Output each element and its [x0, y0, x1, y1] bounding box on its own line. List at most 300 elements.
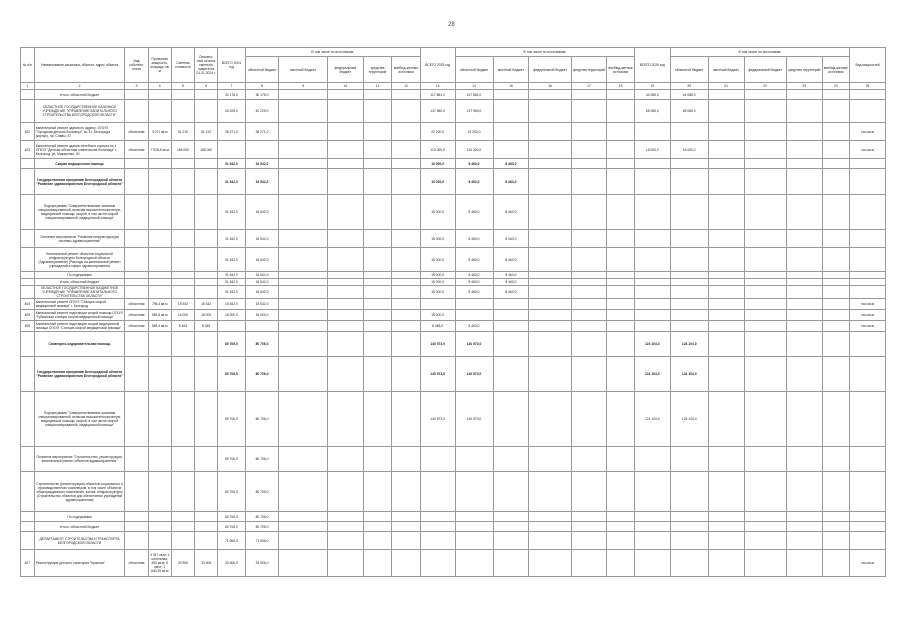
amount-cell — [392, 299, 421, 310]
amount-cell — [279, 357, 328, 392]
amount-cell: 80 706,0 — [245, 447, 279, 472]
amount-cell — [708, 141, 744, 159]
amount-cell — [392, 550, 421, 577]
column-number: 3 — [125, 83, 148, 90]
object-row — [21, 550, 886, 577]
amount-cell — [493, 299, 529, 310]
amount-cell — [420, 532, 455, 550]
work-type — [850, 357, 886, 392]
amount-cell: 16 000,0 — [245, 310, 279, 321]
amount-cell — [744, 100, 786, 123]
amount-cell — [392, 286, 421, 299]
object-attr-own — [125, 472, 148, 512]
amount-cell — [822, 532, 849, 550]
object-attr-own — [125, 195, 148, 230]
object-attr-rem: 15 542 — [195, 299, 218, 310]
amount-cell: 80 706,0 — [218, 447, 245, 472]
amount-cell — [786, 392, 822, 447]
amount-cell — [571, 522, 607, 532]
row-number — [21, 230, 35, 248]
amount-cell — [392, 310, 421, 321]
amount-cell — [634, 195, 670, 230]
amount-cell: 8 463,0 — [455, 279, 493, 286]
amount-cell — [607, 286, 634, 299]
row-number — [21, 447, 35, 472]
column-number: 22 — [744, 83, 786, 90]
amount-cell — [218, 321, 245, 332]
amount-cell — [744, 123, 786, 141]
amount-cell — [708, 123, 744, 141]
object-attr-cap — [148, 159, 171, 169]
amount-cell — [634, 532, 670, 550]
object-attr-cost: 16 000 — [171, 310, 194, 321]
amount-cell — [708, 195, 744, 230]
amount-cell — [607, 299, 634, 310]
amount-cell — [279, 169, 328, 195]
object-row — [21, 123, 886, 141]
hdr-regional: областной бюджет — [670, 57, 708, 83]
amount-cell — [670, 195, 708, 230]
column-number: 12 — [392, 83, 421, 90]
amount-cell — [327, 392, 363, 447]
amount-cell — [822, 392, 849, 447]
section-row — [21, 159, 886, 169]
object-name: Строительство (реконструкция) объектов социального и производственного комплексов, в том числе объектов общегражданского назначения, жилья, инфраструктуры (Строительство объектов для обеспечения учреждений здравоохранения) — [34, 472, 125, 512]
amount-cell — [607, 357, 634, 392]
amount-cell — [744, 141, 786, 159]
object-name: Скорая медицинская помощь — [34, 159, 125, 169]
amount-cell: 124 104,0 — [634, 357, 670, 392]
hdr-sources-2026: В том числе по источникам: — [670, 48, 849, 57]
object-name: Капитальный ремонт подстанции скорой медицинской помощи ОГБУЗ "Станция скорой медицинской помощи" — [34, 321, 125, 332]
amount-cell — [634, 230, 670, 248]
amount-cell — [670, 286, 708, 299]
amount-cell — [744, 195, 786, 230]
amount-cell — [392, 447, 421, 472]
hdr-total-2024: ВСЕГО 2024 год — [218, 48, 245, 83]
row-number — [21, 286, 35, 299]
amount-cell — [786, 141, 822, 159]
amount-cell — [363, 141, 391, 159]
hdr-row-no: № п/п — [21, 48, 35, 83]
amount-cell — [670, 321, 708, 332]
amount-cell: 15 000,0 — [420, 272, 455, 279]
amount-cell: 38 271,0 — [245, 123, 279, 141]
amount-cell — [493, 447, 529, 472]
row-number — [21, 532, 35, 550]
object-row — [21, 141, 886, 159]
amount-cell: 16 542,0 — [245, 286, 279, 299]
amount-cell — [670, 310, 708, 321]
object-attr-cost — [171, 332, 194, 357]
amount-cell — [392, 90, 421, 100]
hdr-local: местный бюджет — [708, 57, 744, 83]
object-attr-cost — [171, 248, 194, 272]
object-attr-rem: 8 463 — [195, 321, 218, 332]
amount-cell — [363, 279, 391, 286]
amount-cell — [786, 195, 822, 230]
amount-cell: 8 463,0 — [455, 321, 493, 332]
amount-cell: 44 085,0 — [634, 90, 670, 100]
amount-cell — [529, 141, 571, 159]
object-attr-cost — [171, 357, 194, 392]
amount-cell — [455, 472, 493, 512]
object-attr-cap: 3 071 кв.м — [148, 123, 171, 141]
object-attr-cost — [171, 100, 194, 123]
column-number: 9 — [279, 83, 328, 90]
amount-cell — [279, 512, 328, 522]
amount-cell — [708, 299, 744, 310]
object-attr-cap: 584,8 кв.м — [148, 310, 171, 321]
amount-cell — [571, 195, 607, 230]
work-type: тыс.кв.м — [850, 321, 886, 332]
amount-cell — [744, 447, 786, 472]
work-type — [850, 332, 886, 357]
amount-cell: 30 176,0 — [218, 90, 245, 100]
amount-cell: 80 706,0 — [218, 332, 245, 357]
amount-cell — [786, 279, 822, 286]
row-number — [21, 195, 35, 230]
column-numbering-row — [21, 83, 886, 90]
amount-cell: 140 573,0 — [455, 392, 493, 447]
amount-cell — [493, 512, 529, 522]
object-attr-own: областная — [125, 299, 148, 310]
object-attr-rem — [195, 169, 218, 195]
amount-cell: 80 706,0 — [245, 522, 279, 532]
amount-cell — [634, 272, 670, 279]
object-name: ОБЛАСТНОЕ ГОСУДАРСТВЕННОЕ КАЗЕННОЕ УЧРЕЖДЕНИЕ "УПРАВЛЕНИЕ КАПИТАЛЬНОГО СТРОИТЕЛЬСТВА БЕЛГОРОДСКОЙ ОБЛАСТИ" — [34, 100, 125, 123]
amount-cell — [529, 299, 571, 310]
work-type: тыс.кв.м — [850, 550, 886, 577]
amount-cell — [245, 141, 279, 159]
column-number: 8 — [245, 83, 279, 90]
amount-cell — [786, 272, 822, 279]
object-attr-cap — [148, 100, 171, 123]
amount-cell — [670, 299, 708, 310]
amount-cell: 31 542,0 — [218, 248, 245, 272]
amount-cell — [392, 195, 421, 230]
amount-cell: 110 000,0 — [420, 141, 455, 159]
amount-cell — [529, 472, 571, 512]
amount-cell — [634, 123, 670, 141]
amount-cell — [363, 195, 391, 230]
amount-cell — [571, 299, 607, 310]
amount-cell — [786, 532, 822, 550]
amount-cell: 33 906,0 — [245, 550, 279, 577]
row-number — [21, 279, 35, 286]
amount-cell: 80 706,0 — [245, 332, 279, 357]
work-type — [850, 169, 886, 195]
object-name: Государственная программа Белгородской области "Развитие здравоохранения Белгородской области" — [34, 169, 125, 195]
amount-cell — [529, 447, 571, 472]
amount-cell — [327, 230, 363, 248]
amount-cell: 137 960,0 — [420, 100, 455, 123]
column-number: 24 — [822, 83, 849, 90]
amount-cell: 124 104,0 — [670, 357, 708, 392]
amount-cell — [279, 472, 328, 512]
hdr-sources-2024: В том числе по источникам: — [245, 48, 420, 57]
object-attr-own — [125, 159, 148, 169]
object-attr-rem — [195, 272, 218, 279]
amount-cell — [455, 447, 493, 472]
amount-cell — [571, 321, 607, 332]
object-attr-rem — [195, 532, 218, 550]
amount-cell — [786, 90, 822, 100]
amount-cell — [822, 472, 849, 512]
column-number: 1 — [21, 83, 35, 90]
amount-cell — [529, 248, 571, 272]
amount-cell — [392, 141, 421, 159]
object-attr-cap: 796,4 кв.м — [148, 299, 171, 310]
amount-cell — [822, 141, 849, 159]
work-type — [850, 472, 886, 512]
column-number: 5 — [171, 83, 194, 90]
work-type: тыс.кв.м — [850, 310, 886, 321]
amount-cell — [363, 532, 391, 550]
amount-cell: 16 000,0 — [634, 141, 670, 159]
amount-cell — [529, 169, 571, 195]
object-attr-cost — [171, 392, 194, 447]
amount-cell — [279, 299, 328, 310]
object-attr-cap — [148, 522, 171, 532]
amount-cell — [493, 522, 529, 532]
hdr-extra: внебюд-жетные источники — [822, 57, 849, 83]
amount-cell — [744, 357, 786, 392]
object-attr-cap — [148, 169, 171, 195]
amount-cell: 8 463,0 — [455, 230, 493, 248]
amount-cell — [279, 321, 328, 332]
section-row — [21, 248, 886, 272]
amount-cell — [708, 286, 744, 299]
amount-cell — [822, 332, 849, 357]
amount-cell — [607, 141, 634, 159]
amount-cell: 31 542,0 — [218, 169, 245, 195]
amount-cell — [634, 159, 670, 169]
amount-cell — [708, 310, 744, 321]
object-attr-own — [125, 90, 148, 100]
amount-cell — [327, 299, 363, 310]
amount-cell — [529, 272, 571, 279]
amount-cell: 71 906,0 — [218, 532, 245, 550]
work-type — [850, 195, 886, 230]
object-attr-rem — [195, 447, 218, 472]
amount-cell — [607, 522, 634, 532]
amount-cell — [493, 141, 529, 159]
amount-cell — [744, 550, 786, 577]
amount-cell — [607, 512, 634, 522]
object-attr-cap — [148, 332, 171, 357]
amount-cell — [670, 512, 708, 522]
object-attr-rem — [195, 522, 218, 532]
column-number: 4 — [148, 83, 171, 90]
section-row — [21, 512, 886, 522]
row-number — [21, 159, 35, 169]
amount-cell: 31 542,0 — [218, 286, 245, 299]
object-attr-own — [125, 522, 148, 532]
section-row — [21, 169, 886, 195]
amount-cell — [634, 299, 670, 310]
amount-cell — [607, 123, 634, 141]
object-attr-own — [125, 286, 148, 299]
amount-cell — [822, 279, 849, 286]
object-name: Государственная программа Белгородской области "Развитие здравоохранения Белгородской области" — [34, 357, 125, 392]
amount-cell — [708, 90, 744, 100]
amount-cell — [327, 90, 363, 100]
amount-cell — [327, 169, 363, 195]
amount-cell — [708, 279, 744, 286]
amount-cell — [744, 299, 786, 310]
amount-cell — [279, 272, 328, 279]
amount-cell — [786, 299, 822, 310]
amount-cell: 80 706,0 — [245, 512, 279, 522]
amount-cell — [744, 332, 786, 357]
object-name: Подпрограмма "Совершенствование оказания специализированной, включая высокотехнологичную, медицинской помощи, скорой, в том числе скорой специализированной, медицинской помощи" — [34, 392, 125, 447]
amount-cell — [529, 392, 571, 447]
amount-cell — [670, 272, 708, 279]
amount-cell: 31 542,0 — [218, 195, 245, 230]
amount-cell: 80 706,0 — [218, 512, 245, 522]
section-row — [21, 286, 886, 299]
column-number: 15 — [493, 83, 529, 90]
register-table — [20, 47, 886, 577]
amount-cell — [708, 159, 744, 169]
amount-cell — [455, 550, 493, 577]
amount-cell — [607, 447, 634, 472]
amount-cell: 8 463,0 — [493, 169, 529, 195]
amount-cell — [607, 332, 634, 357]
row-number — [21, 512, 35, 522]
object-attr-cost — [171, 522, 194, 532]
amount-cell — [363, 332, 391, 357]
amount-cell — [744, 230, 786, 248]
amount-cell: 16 000,0 — [670, 141, 708, 159]
amount-cell: 15 000,0 — [420, 169, 455, 195]
amount-cell: 38 271,0 — [218, 123, 245, 141]
amount-cell — [279, 195, 328, 230]
amount-cell — [607, 272, 634, 279]
amount-cell: 140 573,0 — [420, 332, 455, 357]
object-attr-cap: 584,4 кв.м — [148, 321, 171, 332]
amount-cell — [786, 321, 822, 332]
work-type — [850, 230, 886, 248]
hdr-federal: федеральный бюджет — [744, 57, 786, 83]
column-number: 25 — [850, 83, 886, 90]
amount-cell — [363, 286, 391, 299]
work-type — [850, 100, 886, 123]
section-row — [21, 472, 886, 512]
amount-cell — [493, 357, 529, 392]
object-attr-rem — [195, 90, 218, 100]
amount-cell — [279, 230, 328, 248]
object-attr-cap — [148, 392, 171, 447]
amount-cell — [607, 90, 634, 100]
section-row — [21, 90, 886, 100]
amount-cell — [529, 123, 571, 141]
object-attr-own: областная — [125, 550, 148, 577]
amount-cell — [634, 522, 670, 532]
amount-cell — [279, 279, 328, 286]
amount-cell — [493, 332, 529, 357]
amount-cell — [708, 272, 744, 279]
amount-cell — [327, 279, 363, 286]
amount-cell — [392, 332, 421, 357]
hdr-ownership: Вид собствен-ности — [125, 48, 148, 83]
object-attr-cost — [171, 279, 194, 286]
amount-cell — [786, 230, 822, 248]
amount-cell — [327, 310, 363, 321]
column-number: 18 — [607, 83, 634, 90]
amount-cell — [670, 472, 708, 512]
row-number: 404 — [21, 299, 35, 310]
amount-cell — [634, 286, 670, 299]
object-attr-cost: 15 542 — [171, 299, 194, 310]
amount-cell: 8 463,0 — [493, 248, 529, 272]
object-row — [21, 299, 886, 310]
amount-cell — [392, 392, 421, 447]
amount-cell — [708, 550, 744, 577]
amount-cell — [327, 357, 363, 392]
amount-cell — [708, 248, 744, 272]
amount-cell — [571, 169, 607, 195]
object-name: Капитальный ремонт подстанции скорой помощи ОГБУЗ "Губкинская станция скорой медицинской помощи" — [34, 310, 125, 321]
amount-cell — [392, 159, 421, 169]
amount-cell: 140 573,0 — [420, 357, 455, 392]
amount-cell — [493, 100, 529, 123]
amount-cell — [363, 299, 391, 310]
work-type — [850, 286, 886, 299]
amount-cell: 8 463,0 — [493, 272, 529, 279]
column-number: 20 — [670, 83, 708, 90]
amount-cell: 15 542,0 — [245, 299, 279, 310]
amount-cell — [607, 532, 634, 550]
amount-cell — [363, 392, 391, 447]
object-attr-rem: 16 000 — [195, 310, 218, 321]
amount-cell — [607, 321, 634, 332]
work-type — [850, 90, 886, 100]
amount-cell — [786, 310, 822, 321]
amount-cell — [571, 272, 607, 279]
amount-cell — [279, 248, 328, 272]
amount-cell — [420, 447, 455, 472]
object-name: Подпрограмма "Совершенствование оказания специализированной, включая высокотехнологичную, медицинской помощи, скорой, в том числе скорой специализированной, медицинской помощи" — [34, 195, 125, 230]
amount-cell — [708, 100, 744, 123]
amount-cell — [670, 248, 708, 272]
amount-cell — [744, 512, 786, 522]
amount-cell — [634, 169, 670, 195]
amount-cell — [670, 279, 708, 286]
column-number: 14 — [455, 83, 493, 90]
section-row — [21, 357, 886, 392]
column-number: 6 — [195, 83, 218, 90]
amount-cell: 15 000,0 — [420, 279, 455, 286]
column-number: 13 — [420, 83, 455, 90]
amount-cell — [455, 299, 493, 310]
object-attr-cost — [171, 230, 194, 248]
amount-cell — [363, 169, 391, 195]
amount-cell — [571, 159, 607, 169]
row-number: 402 — [21, 123, 35, 141]
amount-cell — [529, 230, 571, 248]
object-attr-rem — [195, 279, 218, 286]
column-number: 2 — [34, 83, 125, 90]
amount-cell: 8 463,0 — [493, 195, 529, 230]
amount-cell — [744, 392, 786, 447]
amount-cell — [708, 392, 744, 447]
amount-cell: 40 225,0 — [218, 100, 245, 123]
amount-cell: 44 085,0 — [670, 90, 708, 100]
row-number — [21, 392, 35, 447]
amount-cell: 16 000,0 — [218, 310, 245, 321]
